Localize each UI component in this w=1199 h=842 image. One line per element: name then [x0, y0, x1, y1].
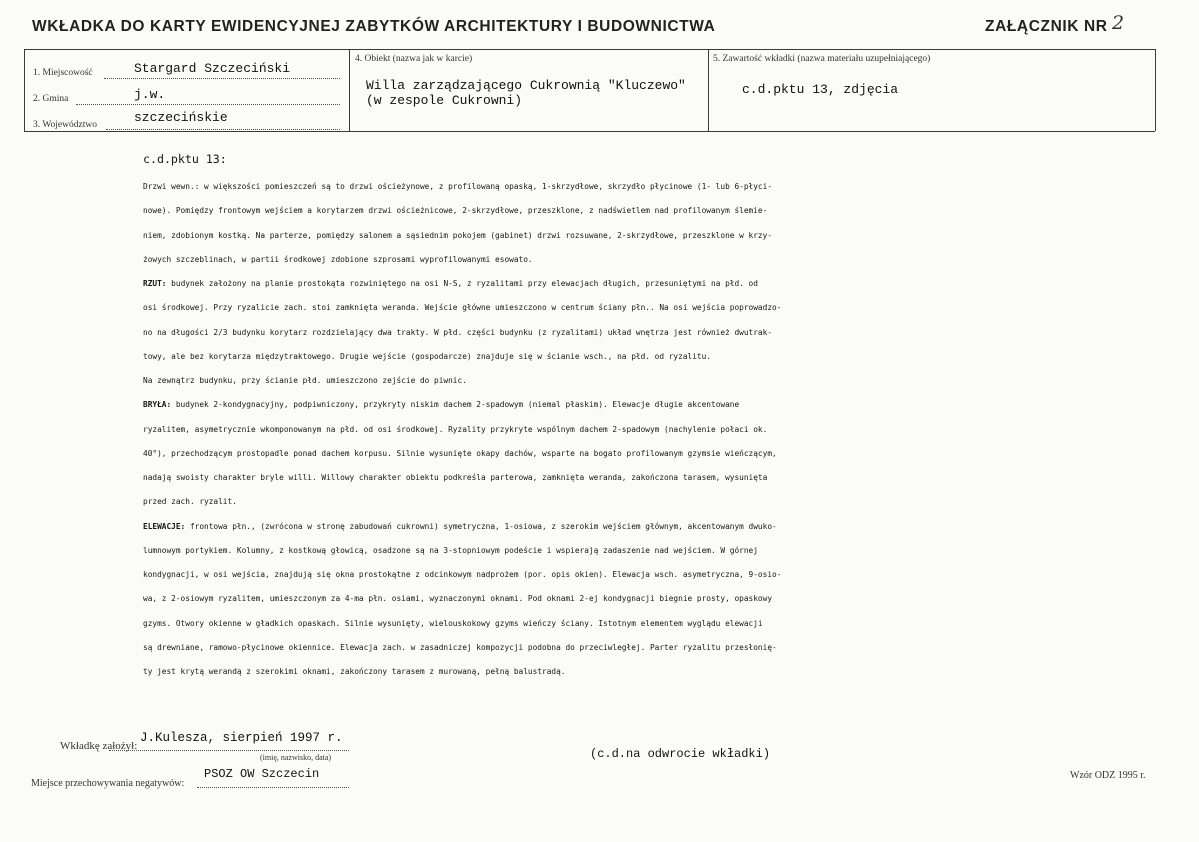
body-line-text: 40°), przechodzącym prostopadle ponad dachem korpusu. Silnie wysunięte okapy dachów, wsparte na bogato profilowanym gzymsie wieńczącym,	[143, 448, 777, 458]
body-line	[143, 587, 1073, 611]
body-line-text: Na zewnątrz budynku, przy ścianie płd. umieszczono zejście do piwnic.	[143, 376, 467, 385]
section-lead: BRYŁA:	[143, 400, 172, 410]
obiekt-line1: Willa zarządzającego Cukrownią "Kluczewo"	[366, 78, 686, 93]
body-line-text: lumnowym portykiem. Kolumny, z kostkową głowicą, osadzone są na 3-stopniowym podeście i wspierają zadaszenie nad wejściem. W górnej	[143, 545, 758, 555]
miejscowosc-dotline	[104, 78, 340, 79]
card-title: WKŁADKA DO KARTY EWIDENCYJNEJ ZABYTKÓW ARCHITEKTURY I BUDOWNICTWA	[32, 18, 716, 35]
body-line	[143, 175, 1073, 199]
body-line-text: przed zach. ryzalit.	[143, 497, 237, 507]
zawartosc-value: c.d.pktu 13, zdjęcia	[742, 82, 899, 97]
section-lead: ELEWACJE:	[143, 521, 186, 531]
body-line	[143, 199, 1073, 223]
body-line	[143, 369, 1073, 393]
obiekt-label: 4. Obiekt (nazwa jak w karcie)	[355, 54, 473, 64]
body-line-text: frontowa płn., (zwrócona w stronę zabudowań cukrowni) symetryczna, 1-osiowa, z szerokim wejściem głównym, akcentowanym dwuko-	[185, 521, 777, 531]
body-line	[143, 248, 1073, 272]
gmina-label: 2. Gmina	[33, 94, 69, 104]
gmina-dotline	[76, 104, 340, 105]
wojewodztwo-value: szczecińskie	[134, 110, 228, 125]
body-line	[143, 612, 1073, 636]
body-line	[143, 272, 1073, 296]
negatywy-value: PSOZ OW Szczecin	[204, 767, 320, 781]
body-line-text: żowych szczeblinach, w partii środkowej zdobione szprosami wyprofilowanymi esowato.	[143, 254, 533, 264]
body-line-text: Drzwi wewn.: w większości pomieszczeń są to drzwi ościeżynowe, z profilowaną opaską, 1-skrzydłowe, skrzydło płycinowe (1- lub 6-płyci-	[143, 182, 773, 191]
body-line	[143, 418, 1073, 442]
zalozyl-dotline	[109, 750, 349, 751]
zawartosc-label: 5. Zawartość wkładki (nazwa materiału uzupełniającego)	[713, 54, 931, 64]
wzor-note: Wzór ODZ 1995 r.	[1070, 770, 1146, 781]
body-line-text: są drewniane, ramowo-płycinowe okiennice. Elewacja zach. w zasadniczej kompozycji podobna do przeciwległej. Parter ryzalitu przesłonię-	[143, 642, 777, 652]
body-line	[143, 539, 1073, 563]
body-line	[143, 393, 1073, 417]
body-line-text: budynek 2-kondygnacyjny, podpiwniczony, przykryty niskim dachem 2-spadowym (niemal płaskim). Elewacje długie akcentowane	[171, 400, 740, 410]
body-line	[143, 660, 1073, 684]
body-line-text: niem, zdobionym kostką. Na parterze, pomiędzy salonem a sąsiednim pokojem (gabinet) drzwi rozsuwane, 2-skrzydłowe, przeszklone w krzy-	[143, 230, 773, 240]
body-line-text: osi środkowej. Przy ryzalicie zach. stoi zamknięta weranda. Wejście główne umieszczono w centrum ściany płn.. Na osi wejścia poprowadzo-	[143, 303, 782, 313]
zalozyl-value: J.Kulesza, sierpień 1997 r.	[140, 731, 343, 745]
body-line	[143, 296, 1073, 320]
zalozyl-label: Wkładkę założył:	[60, 740, 138, 752]
obiekt-line2: (w zespole Cukrowni)	[366, 93, 523, 108]
body-line	[143, 442, 1073, 466]
body-line	[143, 563, 1073, 587]
body-line-text: no na długości 2/3 budynku korytarz rozdzielający dwa trakty. W płd. części budynku (z ryzalitami) układ wnętrza jest również dwutrak-	[143, 327, 773, 337]
miejscowosc-value: Stargard Szczeciński	[134, 61, 291, 76]
continuation-note: (c.d.na odwrocie wkładki)	[590, 747, 771, 761]
gmina-value: j.w.	[134, 87, 166, 102]
body-line	[143, 490, 1073, 514]
body-line-text: nadają swoisty charakter bryle willi. Willowy charakter obiektu podkreśla parterowa, zamknięta weranda, zakończona tarasem, wysunięta	[143, 473, 768, 482]
negatywy-dotline	[197, 787, 349, 788]
body-line-text: gzyms. Otwory okienne w gładkich opaskach. Silnie wysunięty, wielouskokowy gzyms wieńczy ściany. Istotnym elementem wyglądu elewacji	[143, 618, 763, 628]
body-line-text: kondygnacji, w osi wejścia, znajdują się okna prostokątne z odcinkowym nadprożem (por. opis okien). Elewacja wsch. asymetryczna, 9-osio-	[143, 570, 782, 579]
attachment-label: ZAŁĄCZNIK NR	[985, 18, 1108, 35]
body-line-text: wa, z 2-osiowym ryzalitem, umieszczonym za 4-ma płn. osiami, wyznaczonymi oknami. Pod oknami 2-ej kondygnacji biegnie prosty, opaskowy	[143, 594, 773, 604]
body-line-text: ryzalitem, asymetrycznie wkomponowanym na płd. od osi środkowej. Ryzality przykryte wspólnym dachem 2-spadowym (nachylenie połaci ok.	[143, 424, 768, 434]
body-line-text: towy, ale bez korytarza międzytraktowego. Drugie wejście (gospodarcze) znajduje się w ścianie wsch., na płd. od ryzalitu.	[143, 351, 711, 361]
wojewodztwo-label: 3. Województwo	[33, 120, 97, 130]
body-line	[143, 345, 1073, 369]
body-line	[143, 636, 1073, 660]
wojewodztwo-dotline	[106, 129, 340, 130]
body-line	[143, 224, 1073, 248]
section-lead: RZUT:	[143, 279, 167, 288]
zalozyl-caption: (imię, nazwisko, data)	[260, 753, 332, 762]
attachment-number: 2	[1112, 12, 1125, 34]
body-line-text: ty jest krytą werandą z szerokimi oknami, zakończony tarasem z murowaną, pełną balustradą.	[143, 667, 566, 676]
body-line	[143, 515, 1073, 539]
body-heading: c.d.pktu 13:	[143, 152, 227, 166]
body-line	[143, 321, 1073, 345]
body-line	[143, 466, 1073, 490]
body-line-text: nowe). Pomiędzy frontowym wejściem a korytarzem drzwi ościeżnicowe, 2-skrzydłowe, przeszklone, z nadświetlem nad profilowanym ślemie-	[143, 206, 768, 216]
negatywy-label: Miejsce przechowywania negatywów:	[31, 778, 185, 789]
miejscowosc-label: 1. Miejscowość	[33, 68, 93, 78]
body-line-text: budynek założony na planie prostokąta rozwiniętego na osi N-S, z ryzalitami przy elewacjach długich, przesuniętymi na płd. od	[166, 279, 758, 288]
